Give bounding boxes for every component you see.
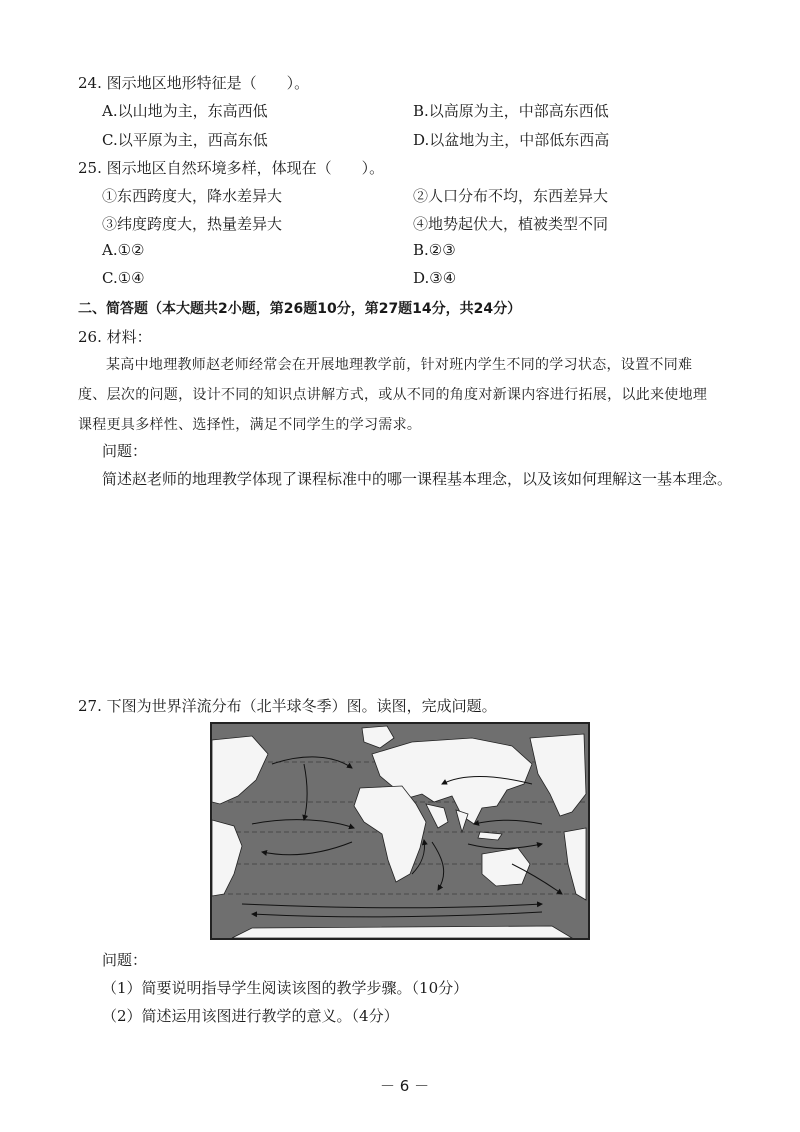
q27-question-label: 问题： [102, 951, 148, 969]
q26-question: 简述赵老师的地理教学体现了课程标准中的哪一课程基本理念，以及该如何理解这一基本理念。 [102, 470, 733, 488]
q26-material: 某高中地理教师赵老师经常会在开展地理教学前，针对班内学生不同的学习状态，设置不同难度、层次的问题，设计不同的知识点讲解方式，或从不同的角度对新课内容进行拓展，以此来使地理课程更具多样性、选择性，满足不同学生的学习需求。 [78, 357, 708, 433]
q25-statement-3: ③纬度跨度大，热量差异大 [102, 215, 283, 233]
ocean-currents-map [210, 722, 590, 940]
q27-sub-question-2: （2）简述运用该图进行教学的意义。（4分） [102, 1007, 399, 1025]
q25-option-c: C.①④ [102, 269, 145, 287]
q25-statement-2: ②人口分布不均，东西差异大 [413, 187, 609, 205]
section-title: 二、简答题（本大题共2小题，第26题10分，第27题14分，共24分） [78, 301, 522, 317]
q24-option-b: B.以高原为主，中部高东西低 [413, 102, 609, 120]
q25-option-a: A.①② [102, 241, 145, 259]
q24-option-c: C.以平原为主，西高东低 [102, 131, 268, 149]
q24-option-d: D.以盆地为主，中部低东西高 [413, 131, 610, 149]
q26-question-label: 问题： [102, 442, 148, 460]
q26-stem: 26. 材料： [78, 328, 152, 346]
q24-option-a: A.以山地为主，东高西低 [102, 102, 268, 120]
q25-option-b: B.②③ [413, 241, 456, 259]
q27-sub-question-1: （1）简要说明指导学生阅读该图的教学步骤。（10分） [102, 979, 469, 997]
world-map-figure [212, 724, 588, 938]
page-number: － 6 － [380, 1077, 430, 1095]
q27-stem: 27. 下图为世界洋流分布（北半球冬季）图。读图，完成问题。 [78, 697, 497, 715]
q25-statement-1: ①东西跨度大，降水差异大 [102, 187, 283, 205]
q25-stem: 25. 图示地区自然环境多样，体现在（ ）。 [78, 159, 385, 177]
q24-stem: 24. 图示地区地形特征是（ ）。 [78, 74, 310, 92]
q25-statement-4: ④地势起伏大，植被类型不同 [413, 215, 609, 233]
q25-option-d: D.③④ [413, 269, 457, 287]
